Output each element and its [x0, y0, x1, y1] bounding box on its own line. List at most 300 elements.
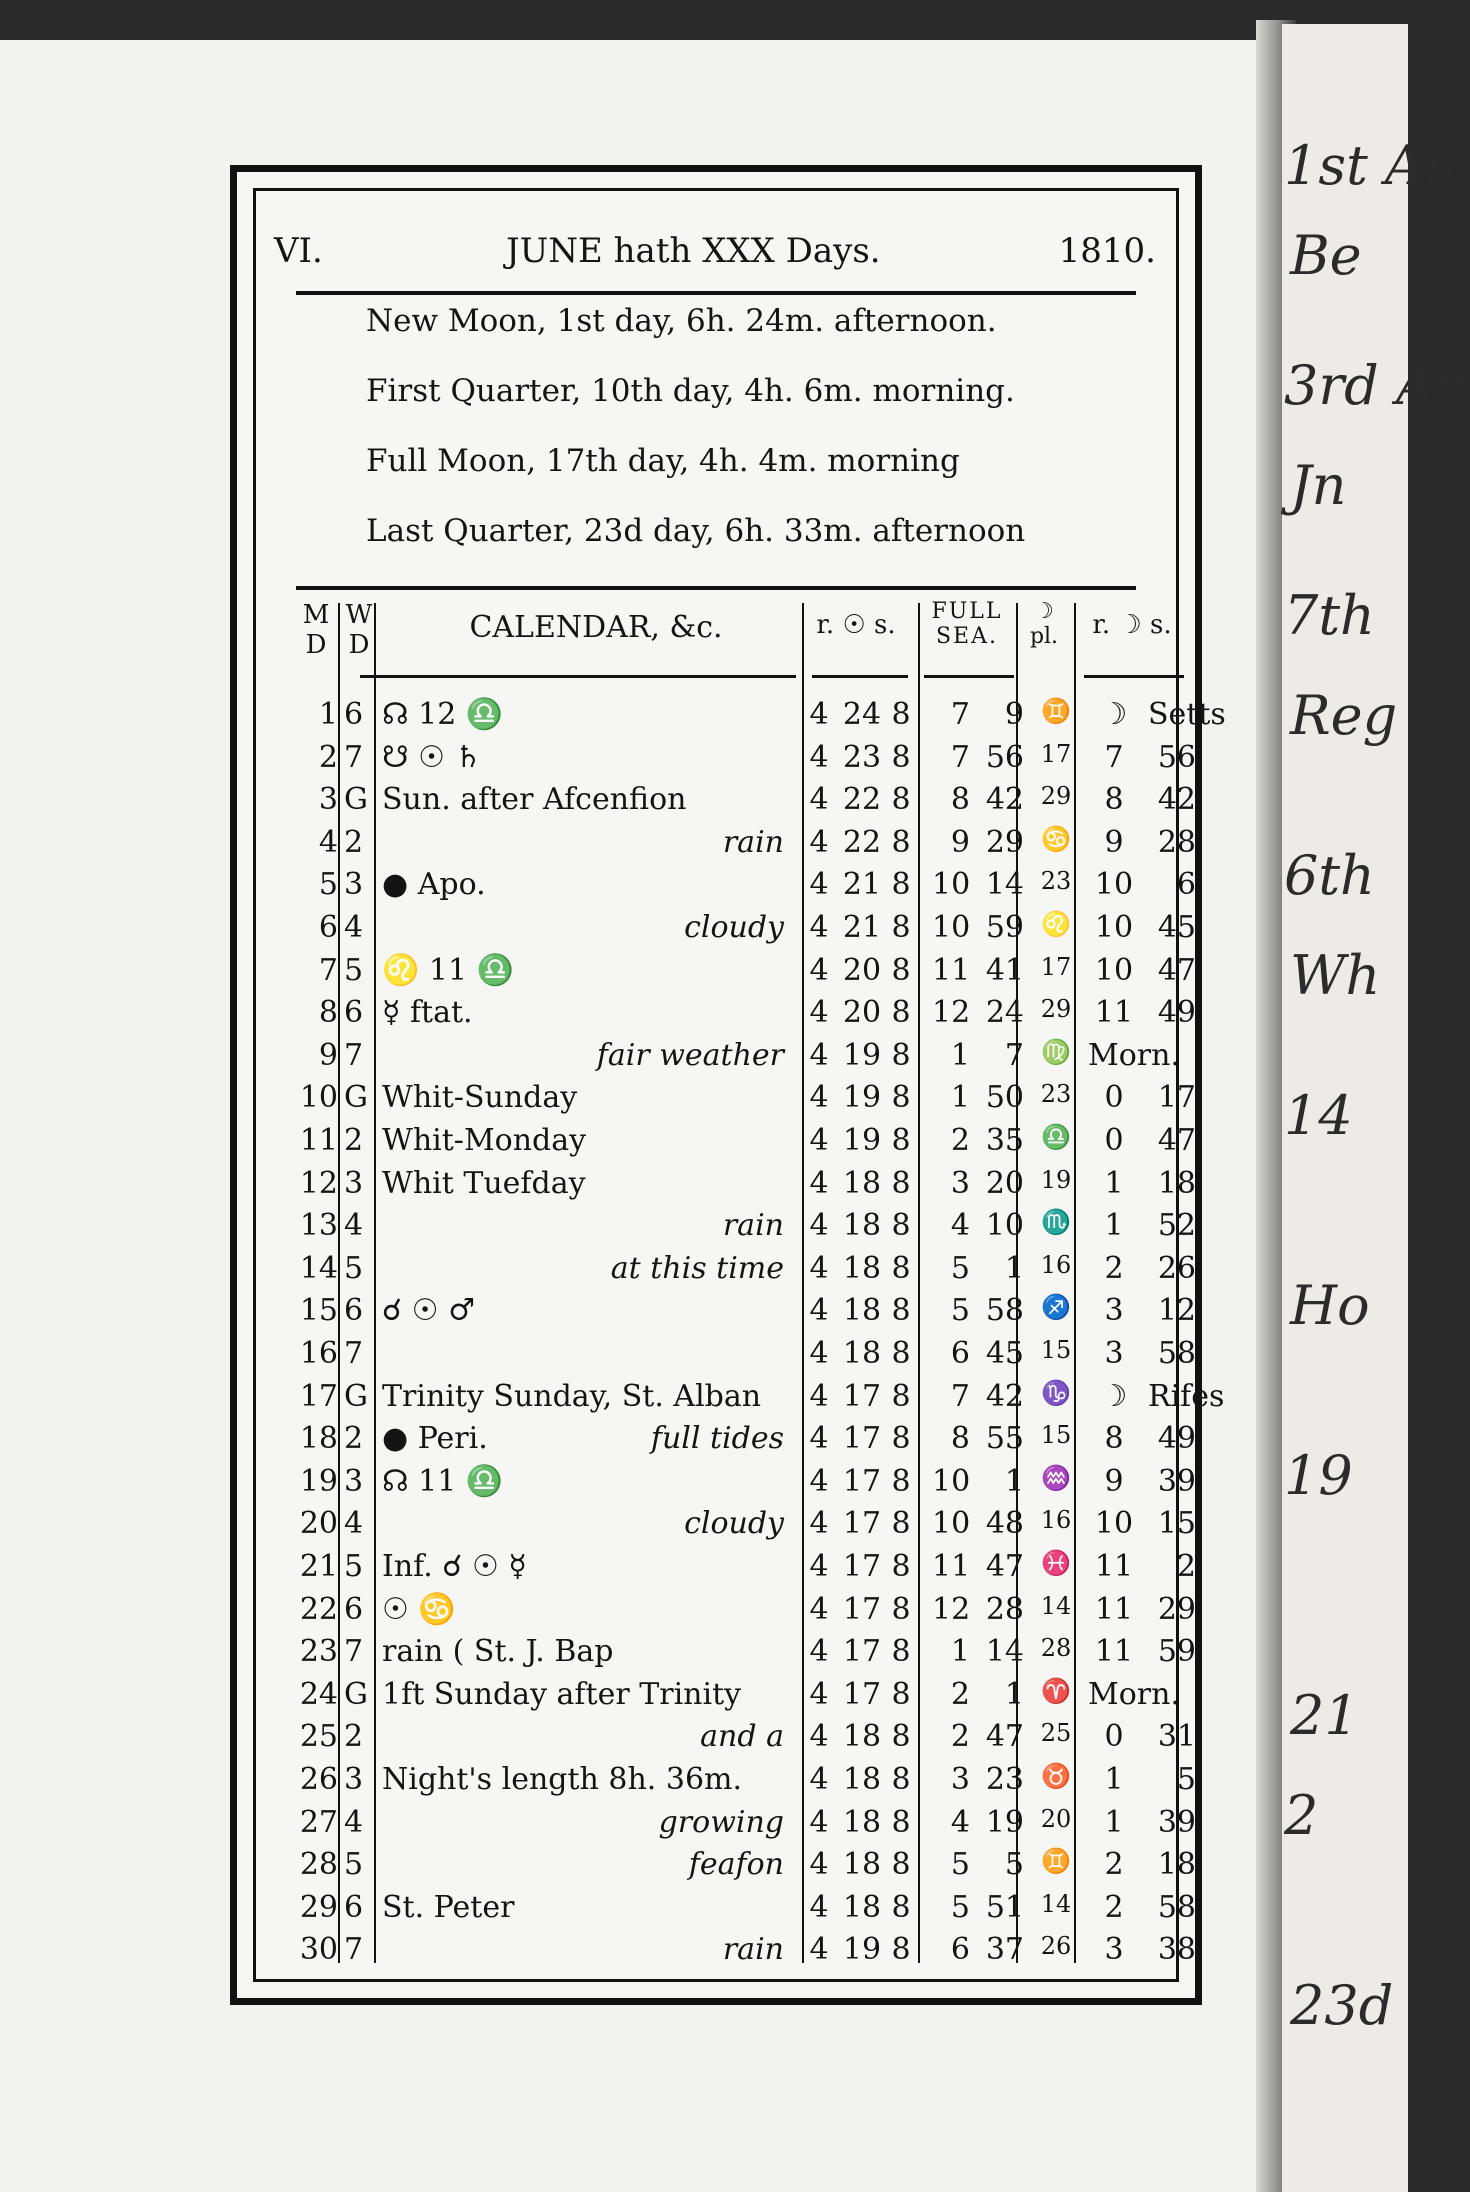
table-row	[296, 1166, 1196, 1208]
moon-hour: 9	[1104, 1463, 1124, 1499]
full-sea-hour: 7	[950, 1378, 970, 1414]
moon-hour: 8	[1104, 782, 1124, 818]
handwritten-note: 6th	[1284, 844, 1375, 907]
calendar-note: ☊ 12 ♎	[382, 697, 504, 732]
day-of-month: 5	[318, 867, 338, 903]
header-underline-sea	[924, 675, 1014, 678]
moon-hour: 1	[1104, 1208, 1124, 1244]
full-sea-minutes: 10	[985, 1208, 1024, 1244]
moon-sign: 25	[1040, 1719, 1072, 1748]
day-of-month: 8	[318, 995, 338, 1031]
moon-minutes: 17	[1157, 1080, 1196, 1116]
day-of-month: 7	[318, 952, 338, 988]
sunset-hour: 8	[891, 1804, 911, 1840]
weather-note: growing	[658, 1804, 784, 1840]
moon-hour: 11	[1094, 995, 1134, 1031]
full-sea-hour: 7	[950, 697, 970, 732]
page-title: JUNE hath XXX Days.	[506, 231, 881, 271]
full-sea-minutes: 56	[985, 739, 1024, 775]
calendar-note: ☌ ☉ ♂	[382, 1293, 476, 1329]
day-of-month: 19	[299, 1463, 338, 1499]
calendar-note: rain ( St. J. Bap	[382, 1634, 614, 1670]
sunrise-hour: 4	[809, 1378, 829, 1414]
table-row	[296, 697, 1226, 739]
day-of-week: 7	[344, 1037, 364, 1073]
sun-minutes: 19	[842, 1037, 882, 1073]
sun-minutes: 18	[842, 1889, 882, 1925]
table-row	[296, 1123, 1196, 1165]
sunrise-hour: 4	[809, 739, 829, 775]
sunset-hour: 8	[891, 1208, 911, 1244]
full-sea-hour: 11	[932, 952, 971, 988]
day-of-week: 6	[344, 995, 364, 1031]
moon-minutes: 18	[1157, 1165, 1196, 1201]
table-row	[296, 1251, 1196, 1293]
sunset-hour: 8	[891, 1336, 911, 1371]
weather-note: at this time	[610, 1250, 784, 1286]
handwritten-note: 2	[1284, 1784, 1319, 1847]
weather-note: rain	[722, 824, 784, 860]
moon-minutes: 58	[1157, 1336, 1196, 1371]
moon-hour: 0	[1104, 1123, 1124, 1158]
day-of-month: 14	[299, 1250, 338, 1286]
full-sea-minutes: 23	[985, 1762, 1024, 1797]
moon-sign: 14	[1040, 1889, 1072, 1918]
calendar-note: ☉ ♋	[382, 1591, 456, 1627]
sunrise-hour: 4	[809, 1506, 829, 1542]
day-of-month: 28	[299, 1847, 338, 1883]
calendar-note: Trinity Sunday, St. Alban	[382, 1378, 762, 1414]
moon-minutes: 18	[1157, 1847, 1196, 1883]
full-sea-minutes: 19	[985, 1804, 1024, 1840]
sun-minutes: 23	[842, 739, 882, 775]
table-row	[296, 1762, 1196, 1804]
day-of-week: G	[344, 1080, 368, 1116]
year: 1810.	[1058, 231, 1156, 271]
sunrise-hour: 4	[809, 1250, 829, 1286]
day-of-month: 10	[299, 1080, 338, 1116]
calendar-note: ♌ 11 ♎	[382, 952, 514, 988]
handwritten-note: 3rd An	[1284, 354, 1470, 417]
moon-minutes: 15	[1157, 1506, 1196, 1542]
moon-sign: 17	[1040, 952, 1072, 981]
sunset-hour: 8	[891, 1293, 911, 1329]
moon-minutes: 52	[1157, 1208, 1196, 1244]
sunrise-hour: 4	[809, 867, 829, 903]
full-sea-hour: 3	[950, 1762, 970, 1797]
calendar-note: Whit Tuefday	[382, 1165, 586, 1201]
sunrise-hour: 4	[809, 1037, 829, 1073]
handwritten-note: 19	[1284, 1444, 1353, 1507]
sunset-hour: 8	[891, 1549, 911, 1584]
sunrise-hour: 4	[809, 1123, 829, 1158]
full-sea-minutes: 1	[1004, 1250, 1024, 1286]
moon-sign: 23	[1040, 867, 1072, 896]
moon-minutes: 28	[1157, 824, 1196, 860]
moon-hour: 0	[1104, 1080, 1124, 1116]
sunrise-hour: 4	[809, 1762, 829, 1797]
moon-minutes: 56	[1157, 739, 1196, 775]
sun-minutes: 22	[842, 782, 882, 818]
sunrise-hour: 4	[809, 1591, 829, 1627]
day-of-week: 5	[344, 952, 364, 988]
day-of-month: 23	[299, 1634, 338, 1670]
day-of-month: 20	[299, 1506, 338, 1542]
full-sea-hour: 10	[932, 867, 971, 903]
moon-sign: 29	[1040, 995, 1072, 1024]
moon-hour: 2	[1104, 1847, 1124, 1883]
sun-minutes: 18	[842, 1208, 882, 1244]
sunset-hour: 8	[891, 1463, 911, 1499]
day-of-week: 3	[344, 1165, 364, 1201]
sun-minutes: 22	[842, 824, 882, 860]
sunset-hour: 8	[891, 1847, 911, 1883]
header-underline-calendar	[360, 675, 796, 678]
table-row	[296, 1464, 1196, 1506]
calendar-note: ☿ ftat.	[382, 995, 473, 1031]
moon-minutes: 29	[1157, 1591, 1196, 1627]
sunset-hour: 8	[891, 697, 911, 732]
moon-sign: ♐	[1041, 1293, 1071, 1322]
month-numeral: VI.	[274, 231, 323, 271]
header-underline-moon	[1084, 675, 1184, 678]
moon-sign: ♊	[1041, 697, 1071, 725]
full-sea-hour: 5	[950, 1250, 970, 1286]
day-of-month: 26	[299, 1762, 338, 1797]
sunset-hour: 8	[891, 1037, 911, 1073]
full-sea-minutes: 45	[985, 1336, 1024, 1371]
day-of-week: 4	[344, 1506, 364, 1542]
table-row	[296, 1592, 1196, 1634]
table-row	[296, 1421, 1196, 1463]
phase-new-moon: New Moon, 1st day, 6h. 24m. afternoon.	[366, 303, 997, 339]
moon-sign: ♑	[1041, 1378, 1071, 1407]
day-of-week: 2	[344, 1421, 364, 1457]
full-sea-hour: 2	[950, 1123, 970, 1158]
day-of-month: 4	[318, 824, 338, 860]
header-underline-sun	[812, 675, 908, 678]
handwritten-note: 23d	[1290, 1974, 1394, 2037]
table-row	[296, 1336, 1196, 1378]
sunset-hour: 8	[891, 1762, 911, 1797]
moon-minutes: 39	[1157, 1804, 1196, 1840]
moon-hour: 11	[1094, 1591, 1134, 1627]
moon-hour: 10	[1094, 910, 1134, 945]
col-head-moon: r. ☽ s.	[1092, 610, 1172, 640]
moon-hour: 7	[1104, 739, 1124, 775]
phase-first-quarter: First Quarter, 10th day, 4h. 6m. morning.	[366, 373, 1015, 409]
sunset-hour: 8	[891, 1123, 911, 1158]
table-row	[296, 740, 1196, 782]
handwritten-note: Jn	[1290, 454, 1347, 517]
sunset-hour: 8	[891, 1250, 911, 1286]
sunset-hour: 8	[891, 1634, 911, 1670]
sunrise-hour: 4	[809, 1080, 829, 1116]
full-sea-minutes: 14	[985, 1634, 1024, 1670]
moon-hour: 3	[1104, 1336, 1124, 1371]
weather-note: rain	[722, 1208, 784, 1244]
table-row	[296, 782, 1196, 824]
almanac-frame	[230, 165, 1226, 2005]
moon-hour: 10	[1094, 867, 1134, 903]
moon-sign: 16	[1040, 1250, 1072, 1279]
moon-minutes: 26	[1157, 1250, 1196, 1286]
calendar-note: ☋ ☉ ♄	[382, 739, 482, 775]
handwritten-note: 1st An	[1284, 134, 1459, 197]
sunset-hour: 8	[891, 952, 911, 988]
moon-minutes: 42	[1157, 782, 1196, 818]
table-row	[296, 995, 1196, 1037]
sunset-hour: 8	[891, 782, 911, 818]
day-of-week: 2	[344, 1719, 364, 1755]
moon-sign: ♍	[1041, 1037, 1071, 1066]
sun-minutes: 21	[842, 910, 882, 945]
sunrise-hour: 4	[809, 952, 829, 988]
full-sea-minutes: 1	[1004, 1676, 1024, 1712]
sun-minutes: 18	[842, 1250, 882, 1286]
sunset-hour: 8	[891, 1165, 911, 1201]
weather-note: rain	[722, 1932, 784, 1968]
sun-minutes: 17	[842, 1463, 882, 1499]
full-sea-hour: 8	[950, 1421, 970, 1457]
sunrise-hour: 4	[809, 910, 829, 945]
moon-minutes: Rifes	[1148, 1378, 1225, 1414]
weather-note: cloudy	[684, 910, 784, 945]
day-of-month: 11	[299, 1123, 338, 1158]
full-sea-hour: 11	[932, 1549, 971, 1584]
sunset-hour: 8	[891, 1080, 911, 1116]
sunrise-hour: 4	[809, 995, 829, 1031]
sunrise-hour: 4	[809, 1634, 829, 1670]
full-sea-hour: 10	[932, 1463, 971, 1499]
full-sea-hour: 6	[950, 1336, 970, 1371]
right-page-handwriting	[1282, 24, 1470, 2192]
table-row	[296, 1208, 1196, 1250]
day-of-week: 6	[344, 697, 364, 732]
sunrise-hour: 4	[809, 1293, 829, 1329]
moon-sign: 20	[1040, 1804, 1072, 1833]
table-row	[296, 1080, 1196, 1122]
table-row	[296, 1805, 1196, 1847]
moon-hour: 10	[1094, 1506, 1134, 1542]
sunrise-hour: 4	[809, 824, 829, 860]
moon-hour: 2	[1104, 1250, 1124, 1286]
calendar-note: Whit-Monday	[382, 1123, 587, 1158]
moon-minutes: 49	[1157, 995, 1196, 1031]
full-sea-hour: 1	[950, 1037, 970, 1073]
full-sea-hour: 2	[950, 1719, 970, 1755]
full-sea-hour: 10	[932, 910, 971, 945]
day-of-month: 29	[299, 1889, 338, 1925]
sun-minutes: 18	[842, 1847, 882, 1883]
day-of-week: 3	[344, 1762, 364, 1797]
sun-minutes: 19	[842, 1123, 882, 1158]
moon-minutes: Setts	[1148, 697, 1226, 732]
moon-minutes: 58	[1157, 1889, 1196, 1925]
weather-note: cloudy	[684, 1506, 784, 1542]
calendar-note: ☊ 11 ♎	[382, 1463, 504, 1499]
day-of-week: 4	[344, 1804, 364, 1840]
table-row	[296, 953, 1196, 995]
sunset-hour: 8	[891, 824, 911, 860]
sunrise-hour: 4	[809, 782, 829, 818]
full-sea-minutes: 1	[1004, 1463, 1024, 1499]
phase-full-moon: Full Moon, 17th day, 4h. 4m. morning	[366, 443, 960, 479]
full-sea-minutes: 42	[985, 1378, 1024, 1414]
day-of-week: G	[344, 1676, 368, 1712]
full-sea-hour: 4	[950, 1804, 970, 1840]
day-of-week: 7	[344, 1336, 364, 1371]
moon-sign: 16	[1040, 1506, 1072, 1535]
sunrise-hour: 4	[809, 1165, 829, 1201]
moon-hour: 3	[1104, 1932, 1124, 1968]
moon-sign: 26	[1040, 1932, 1072, 1961]
phases-rule	[296, 586, 1136, 590]
day-of-week: 6	[344, 1591, 364, 1627]
table-row	[296, 1506, 1196, 1548]
table-row	[296, 867, 1196, 909]
phase-last-quarter: Last Quarter, 23d day, 6h. 33m. afternoon	[366, 513, 1026, 549]
sunset-hour: 8	[891, 1932, 911, 1968]
calendar-note: St. Peter	[382, 1889, 515, 1925]
col-head-md: M D	[302, 600, 330, 660]
full-sea-minutes: 47	[985, 1549, 1024, 1584]
sun-minutes: 17	[842, 1676, 882, 1712]
moon-minutes: 31	[1157, 1719, 1196, 1755]
sunrise-hour: 4	[809, 1421, 829, 1457]
sunrise-hour: 4	[809, 1336, 829, 1371]
sunrise-hour: 4	[809, 1889, 829, 1925]
moon-sign: 15	[1040, 1421, 1072, 1450]
table-row	[296, 910, 1196, 952]
sun-minutes: 20	[842, 952, 882, 988]
table-row	[296, 1890, 1196, 1932]
sunset-hour: 8	[891, 1719, 911, 1755]
moon-hour: 11	[1094, 1549, 1134, 1584]
table-row	[296, 1932, 1196, 1974]
full-sea-minutes: 59	[985, 910, 1024, 945]
full-sea-minutes: 42	[985, 782, 1024, 818]
full-sea-minutes: 20	[985, 1165, 1024, 1201]
sun-minutes: 17	[842, 1549, 882, 1584]
moon-minutes: 49	[1157, 1421, 1196, 1457]
table-row	[296, 1719, 1196, 1761]
calendar-note: Inf. ☌ ☉ ☿	[382, 1549, 527, 1584]
day-of-week: 3	[344, 867, 364, 903]
col-head-calendar: CALENDAR, &c.	[469, 610, 723, 645]
moon-sign: ♉	[1041, 1762, 1071, 1790]
sunset-hour: 8	[891, 1591, 911, 1627]
handwritten-note: 21	[1290, 1684, 1359, 1747]
sunset-hour: 8	[891, 910, 911, 945]
sunset-hour: 8	[891, 1378, 911, 1414]
handwritten-note: 14	[1284, 1084, 1353, 1147]
col-head-wd: W D	[345, 600, 373, 660]
moon-minutes: 47	[1157, 1123, 1196, 1158]
day-of-month: 13	[299, 1208, 338, 1244]
moon-hour: 0	[1104, 1719, 1124, 1755]
sun-minutes: 18	[842, 1165, 882, 1201]
weather-note: and a	[700, 1719, 784, 1755]
sun-minutes: 19	[842, 1932, 882, 1968]
moon-sign: ♒	[1041, 1463, 1071, 1492]
day-of-month: 6	[318, 910, 338, 945]
sunrise-hour: 4	[809, 1549, 829, 1584]
full-sea-minutes: 55	[985, 1421, 1024, 1457]
day-of-month: 30	[299, 1932, 338, 1968]
day-of-week: 5	[344, 1847, 364, 1883]
sun-minutes: 17	[842, 1378, 882, 1414]
col-head-moon-sign: ☽ pl.	[1029, 599, 1059, 650]
day-of-month: 27	[299, 1804, 338, 1840]
table-row	[296, 825, 1196, 867]
sun-minutes: 20	[842, 995, 882, 1031]
day-of-month: 17	[299, 1378, 338, 1414]
day-of-week: G	[344, 782, 368, 818]
day-of-week: 7	[344, 1634, 364, 1670]
handwritten-note: Wh	[1290, 944, 1381, 1007]
sunrise-hour: 4	[809, 1676, 829, 1712]
moon-sign: ♏	[1041, 1208, 1071, 1237]
weather-note: full tides	[650, 1421, 784, 1457]
calendar-note: 1ft Sunday after Trinity	[382, 1676, 742, 1712]
full-sea-minutes: 9	[1004, 697, 1024, 732]
sunset-hour: 8	[891, 739, 911, 775]
sunrise-hour: 4	[809, 1208, 829, 1244]
handwritten-note: Be	[1290, 224, 1362, 287]
day-of-month: 2	[318, 739, 338, 775]
full-sea-hour: 12	[932, 995, 971, 1031]
day-of-month: 25	[299, 1719, 338, 1755]
full-sea-hour: 1	[950, 1634, 970, 1670]
moon-minutes: 12	[1157, 1293, 1196, 1329]
sunrise-hour: 4	[809, 1932, 829, 1968]
full-sea-minutes: 50	[985, 1080, 1024, 1116]
moon-minutes: 5	[1176, 1762, 1196, 1797]
sunrise-hour: 4	[809, 1719, 829, 1755]
day-of-month: 1	[318, 697, 338, 732]
moon-sign: 28	[1040, 1634, 1072, 1663]
almanac-inner-border	[253, 188, 1226, 1982]
moon-hour: ☽	[1100, 1378, 1128, 1414]
full-sea-hour: 8	[950, 782, 970, 818]
moon-sign: 19	[1040, 1165, 1072, 1194]
day-of-month: 3	[318, 782, 338, 818]
moon-sign: 14	[1040, 1591, 1072, 1620]
full-sea-hour: 2	[950, 1676, 970, 1712]
sun-minutes: 18	[842, 1336, 882, 1371]
full-sea-minutes: 14	[985, 867, 1024, 903]
day-of-month: 16	[299, 1336, 338, 1371]
sun-minutes: 17	[842, 1421, 882, 1457]
col-head-full-sea: FULL SEA.	[931, 599, 1003, 650]
full-sea-hour: 4	[950, 1208, 970, 1244]
moon-hour: 2	[1104, 1889, 1124, 1925]
calendar-note: ● Apo.	[382, 867, 486, 903]
day-of-week: 4	[344, 910, 364, 945]
full-sea-minutes: 47	[985, 1719, 1024, 1755]
full-sea-minutes: 29	[985, 824, 1024, 860]
sunset-hour: 8	[891, 1506, 911, 1542]
moon-sign: ♓	[1041, 1549, 1071, 1577]
day-of-week: 2	[344, 824, 364, 860]
moon-minutes: 47	[1157, 952, 1196, 988]
moon-hour: 1	[1104, 1804, 1124, 1840]
moon-sign: ♌	[1041, 910, 1071, 938]
weather-note: fair weather	[596, 1037, 784, 1073]
calendar-note: ● Peri.	[382, 1421, 488, 1457]
moon-hour: 1	[1104, 1165, 1124, 1201]
